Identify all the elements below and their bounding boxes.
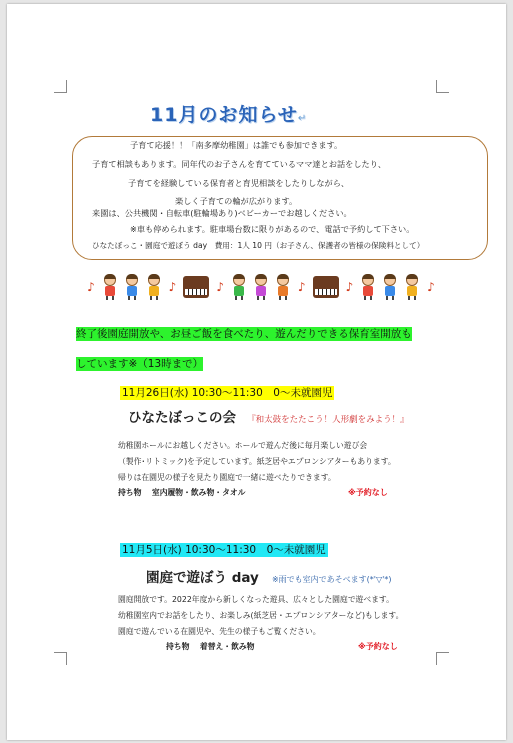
decorative-banner: [86, 272, 436, 302]
event2-date: 11月5日(水) 10:30～11:30 0～未就園児: [122, 544, 326, 556]
open-info-line-1: 終了後園庭開放や、お昼ご飯を食べたり、遊んだりできる保育室開放も: [76, 328, 412, 340]
paragraph-mark: ↵: [297, 113, 308, 124]
event1-subtitle: 『和太鼓をたたこう！人形劇をみよう！』: [247, 415, 409, 425]
event1-line-1: 幼稚園ホールにお越しください。ホールで遊んだ後に毎月楽しい遊び会: [118, 441, 368, 450]
child-icon: [360, 274, 376, 300]
event2-reservation: ※予約なし: [358, 642, 398, 651]
music-note-icon: ♪: [216, 280, 225, 294]
event1-date: 11月26日(水) 10:30～11:30 0～未就園児: [122, 387, 333, 399]
intro-line-4: 楽しく子育ての輪が広がります。: [175, 196, 298, 206]
child-icon: [124, 274, 140, 300]
intro-line-2: 子育て相談もあります。同年代のお子さんを育てているママ達とお話をしたり、: [92, 159, 387, 169]
music-note-icon: ♪: [87, 280, 95, 294]
intro-line-1: 子育て応援！！「南多摩幼稚園」は誰でも参加できます。: [130, 140, 343, 150]
event2-line-1: 園庭開放です。2022年度から新しくなった遊具、広々とした園庭で遊べます。: [118, 595, 394, 604]
event1-line-3: 帰りは在園児の様子を見たり園庭で一緒に遊べたりできます。: [118, 473, 336, 482]
child-icon: [146, 274, 162, 300]
piano-icon: [313, 276, 339, 298]
child-icon: [231, 274, 247, 300]
open-info-line-2: しています※（13時まで）: [76, 358, 204, 370]
event2-line-3: 園庭で遊んでいる在園児や、先生の様子もご覧ください。: [118, 627, 321, 636]
event2-bring: 持ち物 着替え・飲み物: [166, 642, 255, 651]
music-note-icon: ♪: [345, 280, 354, 294]
event2-name: 園庭で遊ぼう day: [146, 570, 259, 586]
child-icon: [102, 274, 118, 300]
child-icon: [382, 274, 398, 300]
intro-line-3: 子育てを経験している保育者と育児相談をしたりしながら、: [128, 178, 350, 188]
child-icon: [404, 274, 420, 300]
crop-mark-top-right: [436, 80, 449, 93]
page-title: 11月のお知らせ↵: [150, 104, 308, 126]
intro-line-7: ひなたぼっこ・園庭で遊ぼう day 費用：1人 10 円（お子さん、保護者の皆様の保険料として）: [92, 241, 425, 250]
event2-subtitle: ※雨でも室内であそべます(*'▽'*): [271, 575, 392, 584]
crop-mark-bottom-right: [436, 652, 449, 665]
event2-heading: [146, 566, 391, 586]
event1-heading: [128, 406, 409, 426]
intro-line-6: ※車も停められます。駐車場台数に限りがあるので、電話で予約して下さい。: [130, 224, 415, 234]
event1-line-2: （製作･リトミック)を予定しています。紙芝居やエプロンシアターもあります。: [118, 457, 396, 466]
crop-mark-bottom-left: [54, 652, 67, 665]
music-note-icon: ♪: [297, 280, 306, 294]
intro-line-5: 来園は、公共機関・自転車(駐輪場あり)ベビーカーでお越しください。: [92, 208, 352, 218]
event1-reservation: ※予約なし: [348, 488, 388, 497]
music-note-icon: ♪: [427, 280, 435, 294]
music-note-icon: ♪: [168, 280, 177, 294]
event1-bring: 持ち物 室内履物・飲み物・タオル: [118, 488, 246, 497]
child-icon: [253, 274, 269, 300]
child-icon: [275, 274, 291, 300]
event1-name: ひなたぼっこの会: [128, 410, 236, 426]
event2-line-2: 幼稚園室内でお話をしたり、お楽しみ(紙芝居・エプロンシアターなど)もします。: [118, 611, 404, 620]
crop-mark-top-left: [54, 80, 67, 93]
piano-icon: [183, 276, 209, 298]
